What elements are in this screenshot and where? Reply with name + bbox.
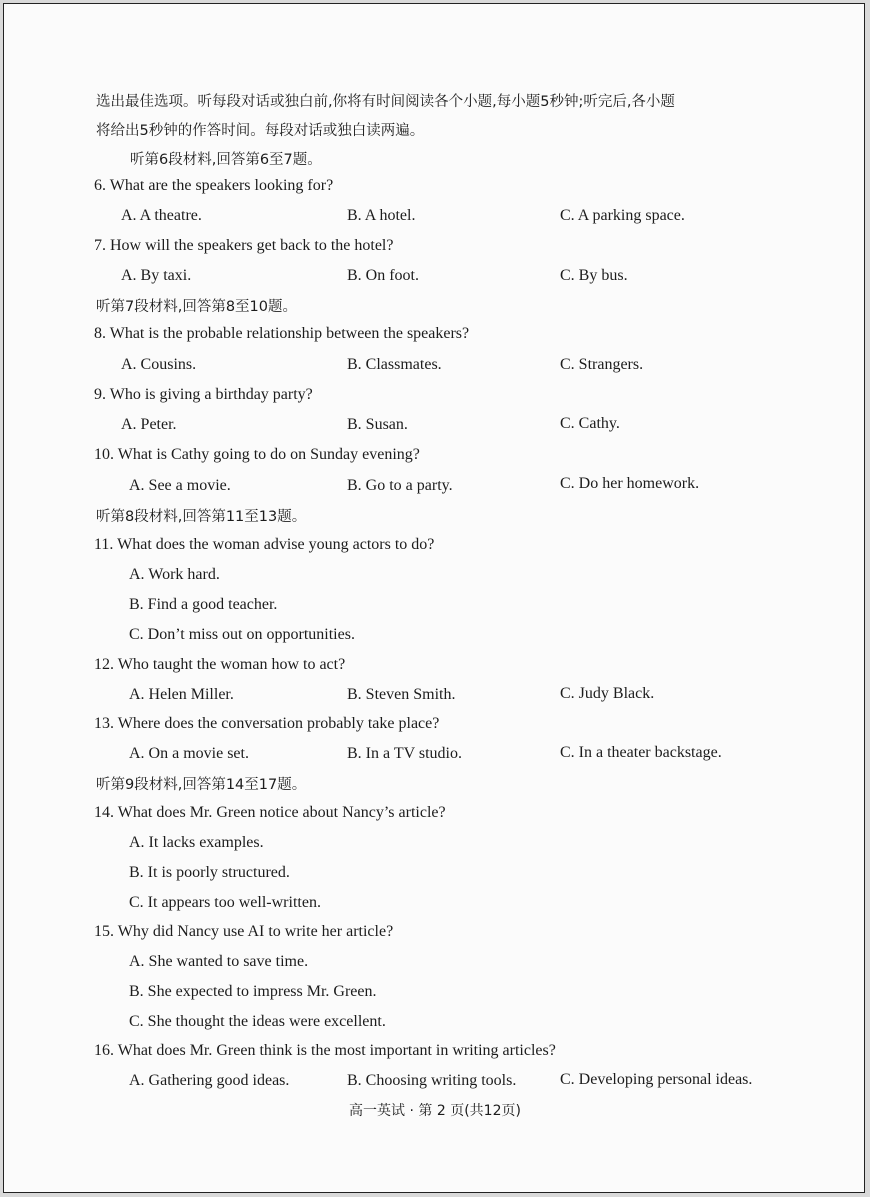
question-12: 12. Who taught the woman how to act? [94,656,346,673]
intro-line-2: 将给出5秒钟的作答时间。每段对话或独白读两遍。 [96,123,425,139]
q12-option-c: C. Judy Black. [560,685,655,702]
q14-option-a: A. It lacks examples. [129,834,264,851]
section-heading-11-13: 听第8段材料,回答第11至13题。 [96,509,307,525]
section-heading-6-7: 听第6段材料,回答第6至7题。 [130,152,322,168]
q15-option-c: C. She thought the ideas were excellent. [129,1013,386,1030]
question-13: 13. Where does the conversation probably take place? [94,715,440,732]
q14-option-b: B. It is poorly structured. [129,864,290,881]
question-9: 9. Who is giving a birthday party? [94,386,313,403]
q16-option-c: C. Developing personal ideas. [560,1071,753,1088]
q15-option-a: A. She wanted to save time. [129,953,309,970]
q7-option-b: B. On foot. [347,267,419,284]
q15-option-b: B. She expected to impress Mr. Green. [129,983,377,1000]
q13-option-a: A. On a movie set. [129,745,249,762]
page-footer: 高一英试 · 第 2 页(共12页) [349,1103,521,1119]
q6-option-c: C. A parking space. [560,207,685,224]
q11-option-a: A. Work hard. [129,566,220,583]
q8-option-a: A. Cousins. [121,356,197,373]
question-10: 10. What is Cathy going to do on Sunday evening? [94,446,420,463]
question-14: 14. What does Mr. Green notice about Nancy’s article? [94,804,446,821]
q8-option-b: B. Classmates. [347,356,442,373]
question-16: 16. What does Mr. Green think is the most important in writing articles? [94,1042,556,1059]
q13-option-b: B. In a TV studio. [347,745,462,762]
intro-line-1: 选出最佳选项。听每段对话或独白前,你将有时间阅读各个小题,每小题5秒钟;听完后,各小题 [96,94,675,110]
q10-option-a: A. See a movie. [129,477,231,494]
q16-option-b: B. Choosing writing tools. [347,1072,517,1089]
question-11: 11. What does the woman advise young actors to do? [94,536,435,553]
q8-option-c: C. Strangers. [560,356,644,373]
q13-option-c: C. In a theater backstage. [560,744,722,761]
q6-option-a: A. A theatre. [121,207,202,224]
q14-option-c: C. It appears too well-written. [129,894,321,911]
q7-option-a: A. By taxi. [121,267,192,284]
q12-option-b: B. Steven Smith. [347,686,456,703]
exam-page [3,3,865,1193]
question-6: 6. What are the speakers looking for? [94,177,334,194]
q9-option-a: A. Peter. [121,416,177,433]
q10-option-b: B. Go to a party. [347,477,453,494]
question-15: 15. Why did Nancy use AI to write her article? [94,923,394,940]
q12-option-a: A. Helen Miller. [129,686,234,703]
q11-option-c: C. Don’t miss out on opportunities. [129,626,355,643]
q11-option-b: B. Find a good teacher. [129,596,278,613]
q9-option-b: B. Susan. [347,416,408,433]
section-heading-14-17: 听第9段材料,回答第14至17题。 [96,777,307,793]
q9-option-c: C. Cathy. [560,415,620,432]
section-heading-8-10: 听第7段材料,回答第8至10题。 [96,299,298,315]
q16-option-a: A. Gathering good ideas. [129,1072,290,1089]
question-8: 8. What is the probable relationship between the speakers? [94,325,470,342]
question-7: 7. How will the speakers get back to the hotel? [94,237,394,254]
q6-option-b: B. A hotel. [347,207,416,224]
q10-option-c: C. Do her homework. [560,475,700,492]
q7-option-c: C. By bus. [560,267,628,284]
